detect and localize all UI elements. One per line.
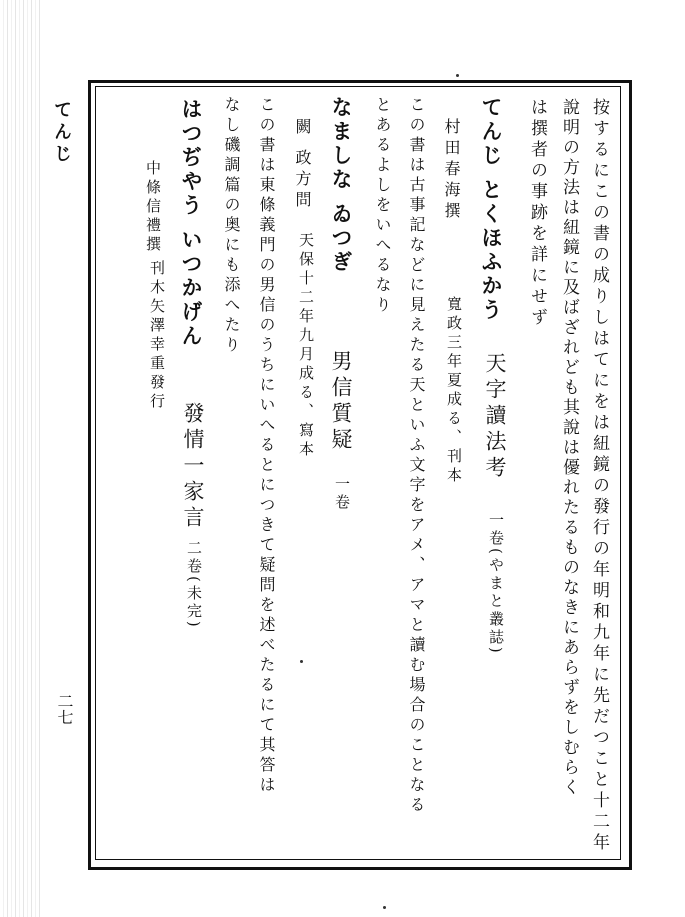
entry-3-volume: 二卷(未完) [185,540,203,630]
entry-2-volume: 一卷 [333,476,351,512]
entry-1-heading: てんじ とくほふかう [479,96,503,323]
print-speck [456,74,459,77]
print-speck [300,660,303,663]
text-line-1: 按するにこの書の成りしはてにをは紐鏡の發行の年明和九年に先だつこと十二年 [589,98,609,854]
entry-2-desc-line-2: なし磯調篇の奥にも添へたり [222,96,241,356]
page-number: 二七 [55,693,74,725]
entry-3-author: 中條信禮撰 [144,160,162,255]
entry-1-desc-line-2: とあるよしをいへるなり [373,96,392,316]
page-edge-shadow [0,0,40,917]
entry-1-desc-line-1: この書は古事記などに見えたる天といふ文字をアメ、アマと讀む場合のことなる [407,96,426,816]
entry-3-meta: 刊木矢澤幸重發行 [148,260,166,412]
entry-3-heading: はつぢやう いつかげん [179,98,203,349]
entry-3-title: 發情一家言 [181,402,205,532]
entry-2-title: 男信質疑 [329,350,353,454]
entry-2-desc-line-1: この書は東條義門の男信のうちにいへるとにつきて疑問を述べたるにて其答は [257,96,276,796]
entry-2-meta: 天保十二年九月成る、寫本 [297,232,315,460]
entry-1-volume: 一卷(やまと叢誌) [487,512,505,656]
text-line-3: は撰者の事跡を詳にせず [527,98,547,329]
running-head: てんじ [51,100,72,166]
print-speck [383,906,386,909]
entry-1-author: 村田春海撰 [442,118,461,223]
entry-2-author: 闕 政方問 [293,118,312,213]
entry-2-heading: なましな ゐつぎ [329,96,353,275]
entry-1-meta: 寬政三年夏成る、刊本 [445,296,463,486]
entry-1-title: 天字讀法考 [483,352,507,482]
text-line-2: 說明の方法は紐鏡に及ばざれども其說は優れたるものなきにあらずをしむらく [559,98,579,798]
